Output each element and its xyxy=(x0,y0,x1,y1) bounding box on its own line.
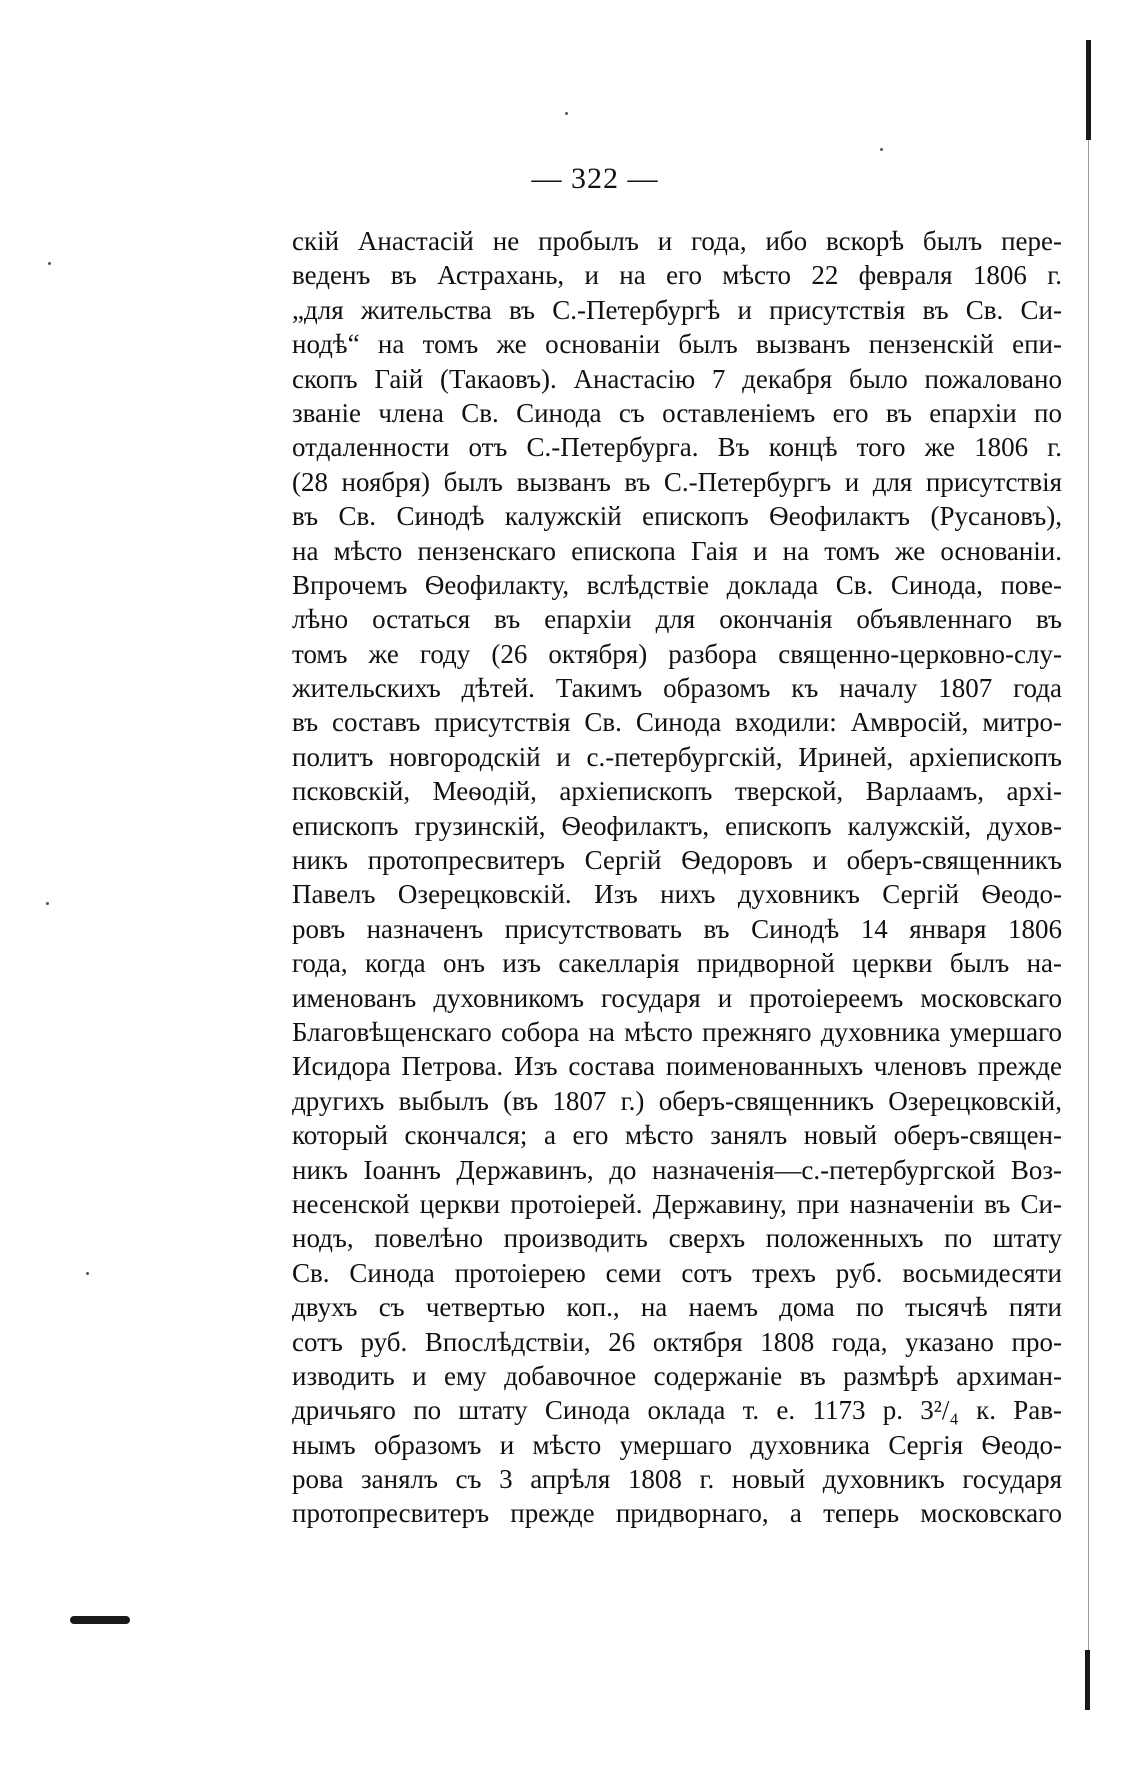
text-line: нодѣ“ на томъ же основаніи былъ вызванъ пензенскій епи- xyxy=(292,329,1062,360)
body-text xyxy=(292,224,1062,1531)
text-line: ровъ назначенъ присутствовать въ Синодѣ 14 января 1806 xyxy=(292,913,1062,944)
scan-edge-right-thin xyxy=(1088,140,1089,1700)
text-line: Исидора Петрова. Изъ состава поименованныхъ членовъ прежде xyxy=(292,1051,1062,1082)
text-line: сотъ руб. Впослѣдствіи, 26 октября 1808 года, указано про- xyxy=(292,1326,1062,1357)
scan-smudge-bottom-left xyxy=(70,1616,130,1624)
page-number: — 322 — xyxy=(531,162,659,195)
text-line: лѣно остаться въ епархіи для окончанія объявленнаго въ xyxy=(292,604,1062,635)
text-line: другихъ выбылъ (въ 1807 г.) оберъ-священникъ Озерецковскій, xyxy=(292,1085,1062,1116)
text-line: на мѣсто пензенскаго епископа Гаія и на томъ же основаніи. xyxy=(292,535,1062,566)
text-line: „для жительства въ С.-Петербургѣ и присутствія въ Св. Си- xyxy=(292,294,1062,325)
scan-edge-right-bottom xyxy=(1085,1650,1090,1710)
text-line: нымъ образомъ и мѣсто умершаго духовника Сергія Ѳеодо- xyxy=(292,1429,1062,1460)
scan-edge-right-top xyxy=(1086,40,1091,140)
text-line: который скончался; а его мѣсто занялъ новый оберъ-священ- xyxy=(292,1120,1062,1151)
text-line: отдаленности отъ С.-Петербурга. Въ концѣ того же 1806 г. xyxy=(292,432,1062,463)
text-line: епископъ грузинскій, Ѳеофилактъ, епископъ калужскій, духов- xyxy=(292,810,1062,841)
scan-speck xyxy=(46,902,49,905)
text-line: веденъ въ Астрахань, и на его мѣсто 22 февраля 1806 г. xyxy=(292,260,1062,291)
text-line: (28 ноября) былъ вызванъ въ С.-Петербургъ и для присутствія xyxy=(292,466,1062,497)
text-line: политъ новгородскій и с.-петербургскій, Ириней, архіепископъ xyxy=(292,741,1062,772)
text-line: года, когда онъ изъ сакелларія придворной церкви былъ на- xyxy=(292,948,1062,979)
text-line: несенской церкви протоіерей. Державину, при назначеніи въ Си- xyxy=(292,1188,1062,1219)
text-line: дричьяго по штату Синода оклада т. е. 1173 р. 3²/₄ к. Рав- xyxy=(292,1395,1062,1426)
text-line: Благовѣщенскаго собора на мѣсто прежняго духовника умершаго xyxy=(292,1016,1062,1047)
text-line: изводить и ему добавочное содержаніе въ размѣрѣ архиман- xyxy=(292,1360,1062,1391)
text-line: Впрочемъ Ѳеофилакту, вслѣдствіе доклада Св. Синода, пове- xyxy=(292,569,1062,600)
text-line: именованъ духовникомъ государя и протоіереемъ московскаго xyxy=(292,982,1062,1013)
text-line: никъ Іоаннъ Державинъ, до назначенія—с.-петербургской Воз- xyxy=(292,1154,1062,1185)
text-line: рова занялъ съ 3 апрѣля 1808 г. новый духовникъ государя xyxy=(292,1464,1062,1495)
text-line: въ составъ присутствія Св. Синода входили: Амвросій, митро- xyxy=(292,707,1062,738)
text-line: Св. Синода протоіерею семи сотъ трехъ руб. восьмидесяти xyxy=(292,1257,1062,1288)
text-line: Павелъ Озерецковскій. Изъ нихъ духовникъ Сергій Ѳеодо- xyxy=(292,879,1062,910)
scan-speck xyxy=(86,1272,89,1275)
text-line: нодъ, повелѣно производить сверхъ положенныхъ по штату xyxy=(292,1223,1062,1254)
scan-speck xyxy=(565,112,568,115)
text-line: скопъ Гаій (Такаовъ). Анастасію 7 декабря было пожаловано xyxy=(292,363,1062,394)
text-line: никъ протопресвитеръ Сергій Ѳедоровъ и оберъ-священникъ xyxy=(292,845,1062,876)
text-line: томъ же году (26 октября) разбора священно-церковно-слу- xyxy=(292,638,1062,669)
text-line: жительскихъ дѣтей. Такимъ образомъ къ началу 1807 года xyxy=(292,673,1062,704)
scan-speck xyxy=(880,148,883,151)
text-line: псковскій, Меѳодій, архіепископъ тверской, Варлаамъ, архі- xyxy=(292,776,1062,807)
text-line: въ Св. Синодѣ калужскій епископъ Ѳеофилактъ (Русановъ), xyxy=(292,501,1062,532)
text-line: скій Анастасій не пробылъ и года, ибо вскорѣ былъ пере- xyxy=(292,226,1062,256)
scan-speck xyxy=(48,262,51,265)
text-line: двухъ съ четвертью коп., на наемъ дома по тысячѣ пяти xyxy=(292,1292,1062,1323)
text-line: званіе члена Св. Синода съ оставленіемъ его въ епархіи по xyxy=(292,397,1062,428)
text-line: протопресвитеръ прежде придворнаго, а теперь московскаго xyxy=(292,1498,1062,1529)
